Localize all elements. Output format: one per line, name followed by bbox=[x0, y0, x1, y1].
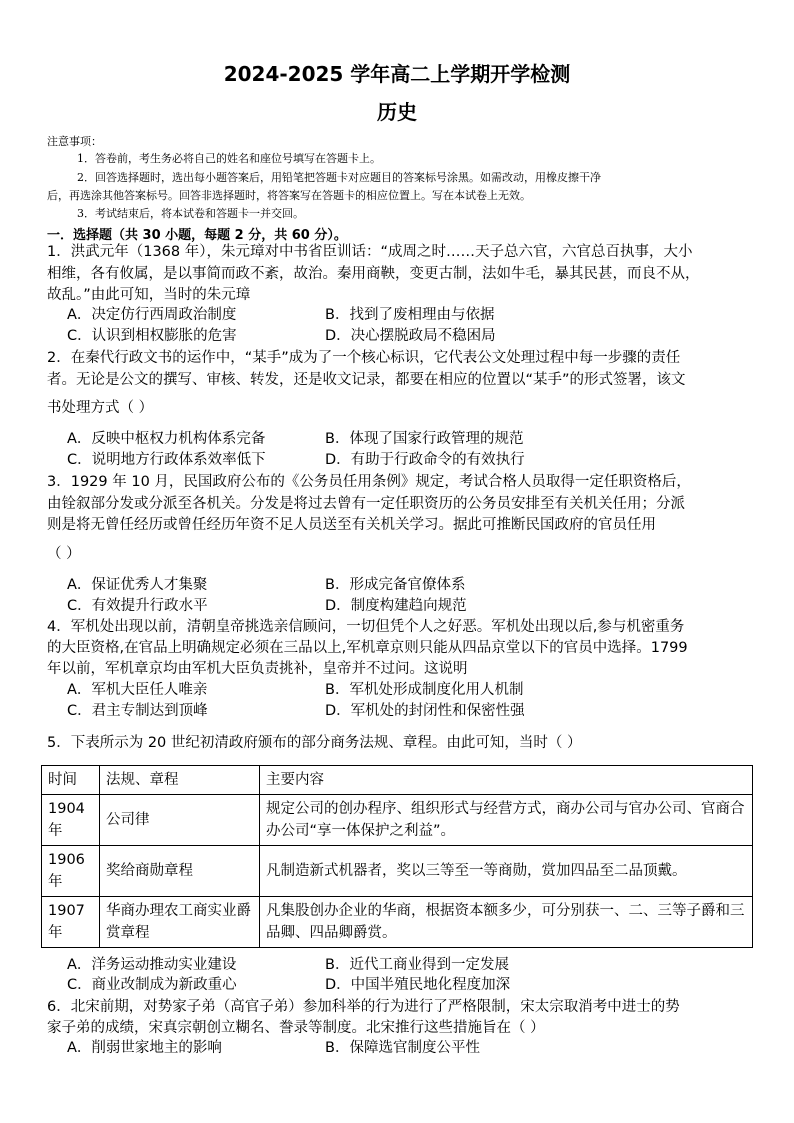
q4-stem-line-2: 的大臣资格,在官品上明确规定必须在三品以上,军机章京则只能从四品京堂以下的官员中选择。1799 bbox=[47, 640, 688, 656]
q3-option-c: C．有效提升行政水平 bbox=[67, 598, 208, 614]
table-cell: 1904 年 bbox=[42, 795, 100, 846]
q3-stem-line-3: 则是将无曾任经历或曾任经历年资不足人员送至有关机关学习。据此可推断民国政府的官员任用 bbox=[47, 517, 656, 533]
note-1: 1．答卷前，考生务必将自己的姓名和座位号填写在答题卡上。 bbox=[77, 152, 381, 165]
q1-option-a: A．决定仿行西周政治制度 bbox=[67, 307, 237, 323]
table-row bbox=[42, 897, 753, 948]
q2-stem-line-1: 2．在秦代行政文书的运作中，“某手”成为了一个核心标识，它代表公文处理过程中每一步骤的责任 bbox=[47, 350, 681, 366]
table-cell: 公司律 bbox=[100, 795, 260, 846]
q3-stem-line-4: （ ） bbox=[47, 546, 81, 562]
notes-heading: 注意事项： bbox=[47, 135, 102, 148]
table-cell: 凡集股创办企业的华商，根据资本额多少，可分别获一、二、三等子爵和三品卿、四品卿爵赏。 bbox=[260, 897, 753, 948]
table-row bbox=[42, 846, 753, 897]
table-header-cell: 主要内容 bbox=[260, 766, 753, 795]
q5-option-c: C．商业改制成为新政重心 bbox=[67, 977, 237, 993]
q5-option-b: B．近代工商业得到一定发展 bbox=[325, 957, 509, 973]
table-header-row bbox=[42, 766, 753, 795]
q6-stem-line-1: 6．北宋前期，对势家子弟（高官子弟）参加科举的行为进行了严格限制，宋太宗取消考中进士的势 bbox=[47, 999, 680, 1015]
q2-stem-line-2: 者。无论是公文的撰写、审核、转发，还是收文记录，都要在相应的位置以“某手”的形式签署，该文 bbox=[47, 372, 686, 388]
note-3: 3．考试结束后，将本试卷和答题卡一并交回。 bbox=[77, 207, 304, 220]
q4-option-b: B．军机处形成制度化用人机制 bbox=[325, 682, 524, 698]
table-cell: 华商办理农工商实业爵赏章程 bbox=[100, 897, 260, 948]
q4-stem-line-1: 4．军机处出现以前，清朝皇帝挑选亲信顾问，一切但凭个人之好恶。军机处出现以后,参与机密重务 bbox=[47, 619, 685, 635]
table-header-cell: 时间 bbox=[42, 766, 100, 795]
q5-option-d: D．中国半殖民地化程度加深 bbox=[325, 977, 511, 993]
q6-option-b: B．保障选官制度公平性 bbox=[325, 1040, 480, 1056]
q3-option-a: A．保证优秀人才集聚 bbox=[67, 577, 208, 593]
q4-stem-line-3: 年以前，军机章京均由军机大臣负责挑补，皇帝并不过问。这说明 bbox=[47, 661, 468, 677]
q5-stem-line-1: 5．下表所示为 20 世纪初清政府颁布的部分商务法规、章程。由此可知，当时（ ） bbox=[47, 735, 582, 751]
q3-stem-line-2: 由铨叙部分发或分派至各机关。分发是将过去曾有一定任职资历的公务员安排至有关机关任用；分派 bbox=[47, 496, 685, 512]
q1-option-b: B．找到了废相理由与依据 bbox=[325, 307, 495, 323]
table-cell: 规定公司的创办程序、组织形式与经营方式，商办公司与官办公司、官商合办公司“享一体保护之利益”。 bbox=[260, 795, 753, 846]
q1-stem-line-1: 1．洪武元年（1368 年），朱元璋对中书省臣训话：“成周之时……天子总六官，六官总百执事，大小 bbox=[47, 244, 693, 260]
q2-option-c: C．说明地方行政体系效率低下 bbox=[67, 452, 266, 468]
table-cell: 1907 年 bbox=[42, 897, 100, 948]
table-cell: 1906 年 bbox=[42, 846, 100, 897]
table-cell: 奖给商勋章程 bbox=[100, 846, 260, 897]
q1-option-c: C．认识到相权膨胀的危害 bbox=[67, 328, 237, 344]
note-2-line-2: 后，再选涂其他答案标号。回答非选择题时，将答案写在答题卡的相应位置上。写在本试卷上无效。 bbox=[47, 189, 531, 202]
table-row bbox=[42, 795, 753, 846]
exam-title: 2024-2025 学年高二上学期开学检测 bbox=[223, 62, 571, 86]
table-cell: 凡制造新式机器者，奖以三等至一等商勋，赏加四品至二品顶戴。 bbox=[260, 846, 753, 897]
q4-option-a: A．军机大臣任人唯亲 bbox=[67, 682, 208, 698]
q5-table bbox=[41, 765, 753, 948]
q6-stem-line-2: 家子弟的成绩，宋真宗朝创立糊名、誊录等制度。北宋推行这些措施旨在（ ） bbox=[47, 1020, 545, 1036]
q4-option-d: D．军机处的封闭性和保密性强 bbox=[325, 703, 525, 719]
q2-stem-line-3: 书处理方式（ ） bbox=[47, 400, 154, 416]
note-2-line-1: 2．回答选择题时，选出每小题答案后，用铅笔把答题卡对应题目的答案标号涂黑。如需改动，用橡皮擦干净 bbox=[77, 171, 601, 184]
q5-option-a: A．洋务运动推动实业建设 bbox=[67, 957, 237, 973]
q2-option-b: B．体现了国家行政管理的规范 bbox=[325, 431, 524, 447]
table-header-cell: 法规、章程 bbox=[100, 766, 260, 795]
q3-option-b: B．形成完备官僚体系 bbox=[325, 577, 466, 593]
q3-stem-line-1: 3．1929 年 10 月，民国政府公布的《公务员任用条例》规定，考试合格人员取得一定任职资格后， bbox=[47, 474, 691, 490]
q6-option-a: A．削弱世家地主的影响 bbox=[67, 1040, 222, 1056]
q3-option-d: D．制度构建趋向规范 bbox=[325, 598, 467, 614]
q4-option-c: C．君主专制达到顶峰 bbox=[67, 703, 208, 719]
q1-stem-line-2: 相维，各有攸属，是以事简而政不紊，故治。秦用商鞅，变更古制，法如牛毛，暴其民甚，而良不从， bbox=[47, 266, 700, 282]
q1-stem-line-3: 故乱。”由此可知，当时的朱元璋 bbox=[47, 287, 251, 303]
section-heading: 一．选择题（共 30 小题，每题 2 分，共 60 分）。 bbox=[47, 228, 347, 243]
subject-title: 历史 bbox=[377, 100, 417, 124]
q2-option-a: A．反映中枢权力机构体系完备 bbox=[67, 431, 266, 447]
q1-option-d: D．决心摆脱政局不稳困局 bbox=[325, 328, 496, 344]
q2-option-d: D．有助于行政命令的有效执行 bbox=[325, 452, 525, 468]
